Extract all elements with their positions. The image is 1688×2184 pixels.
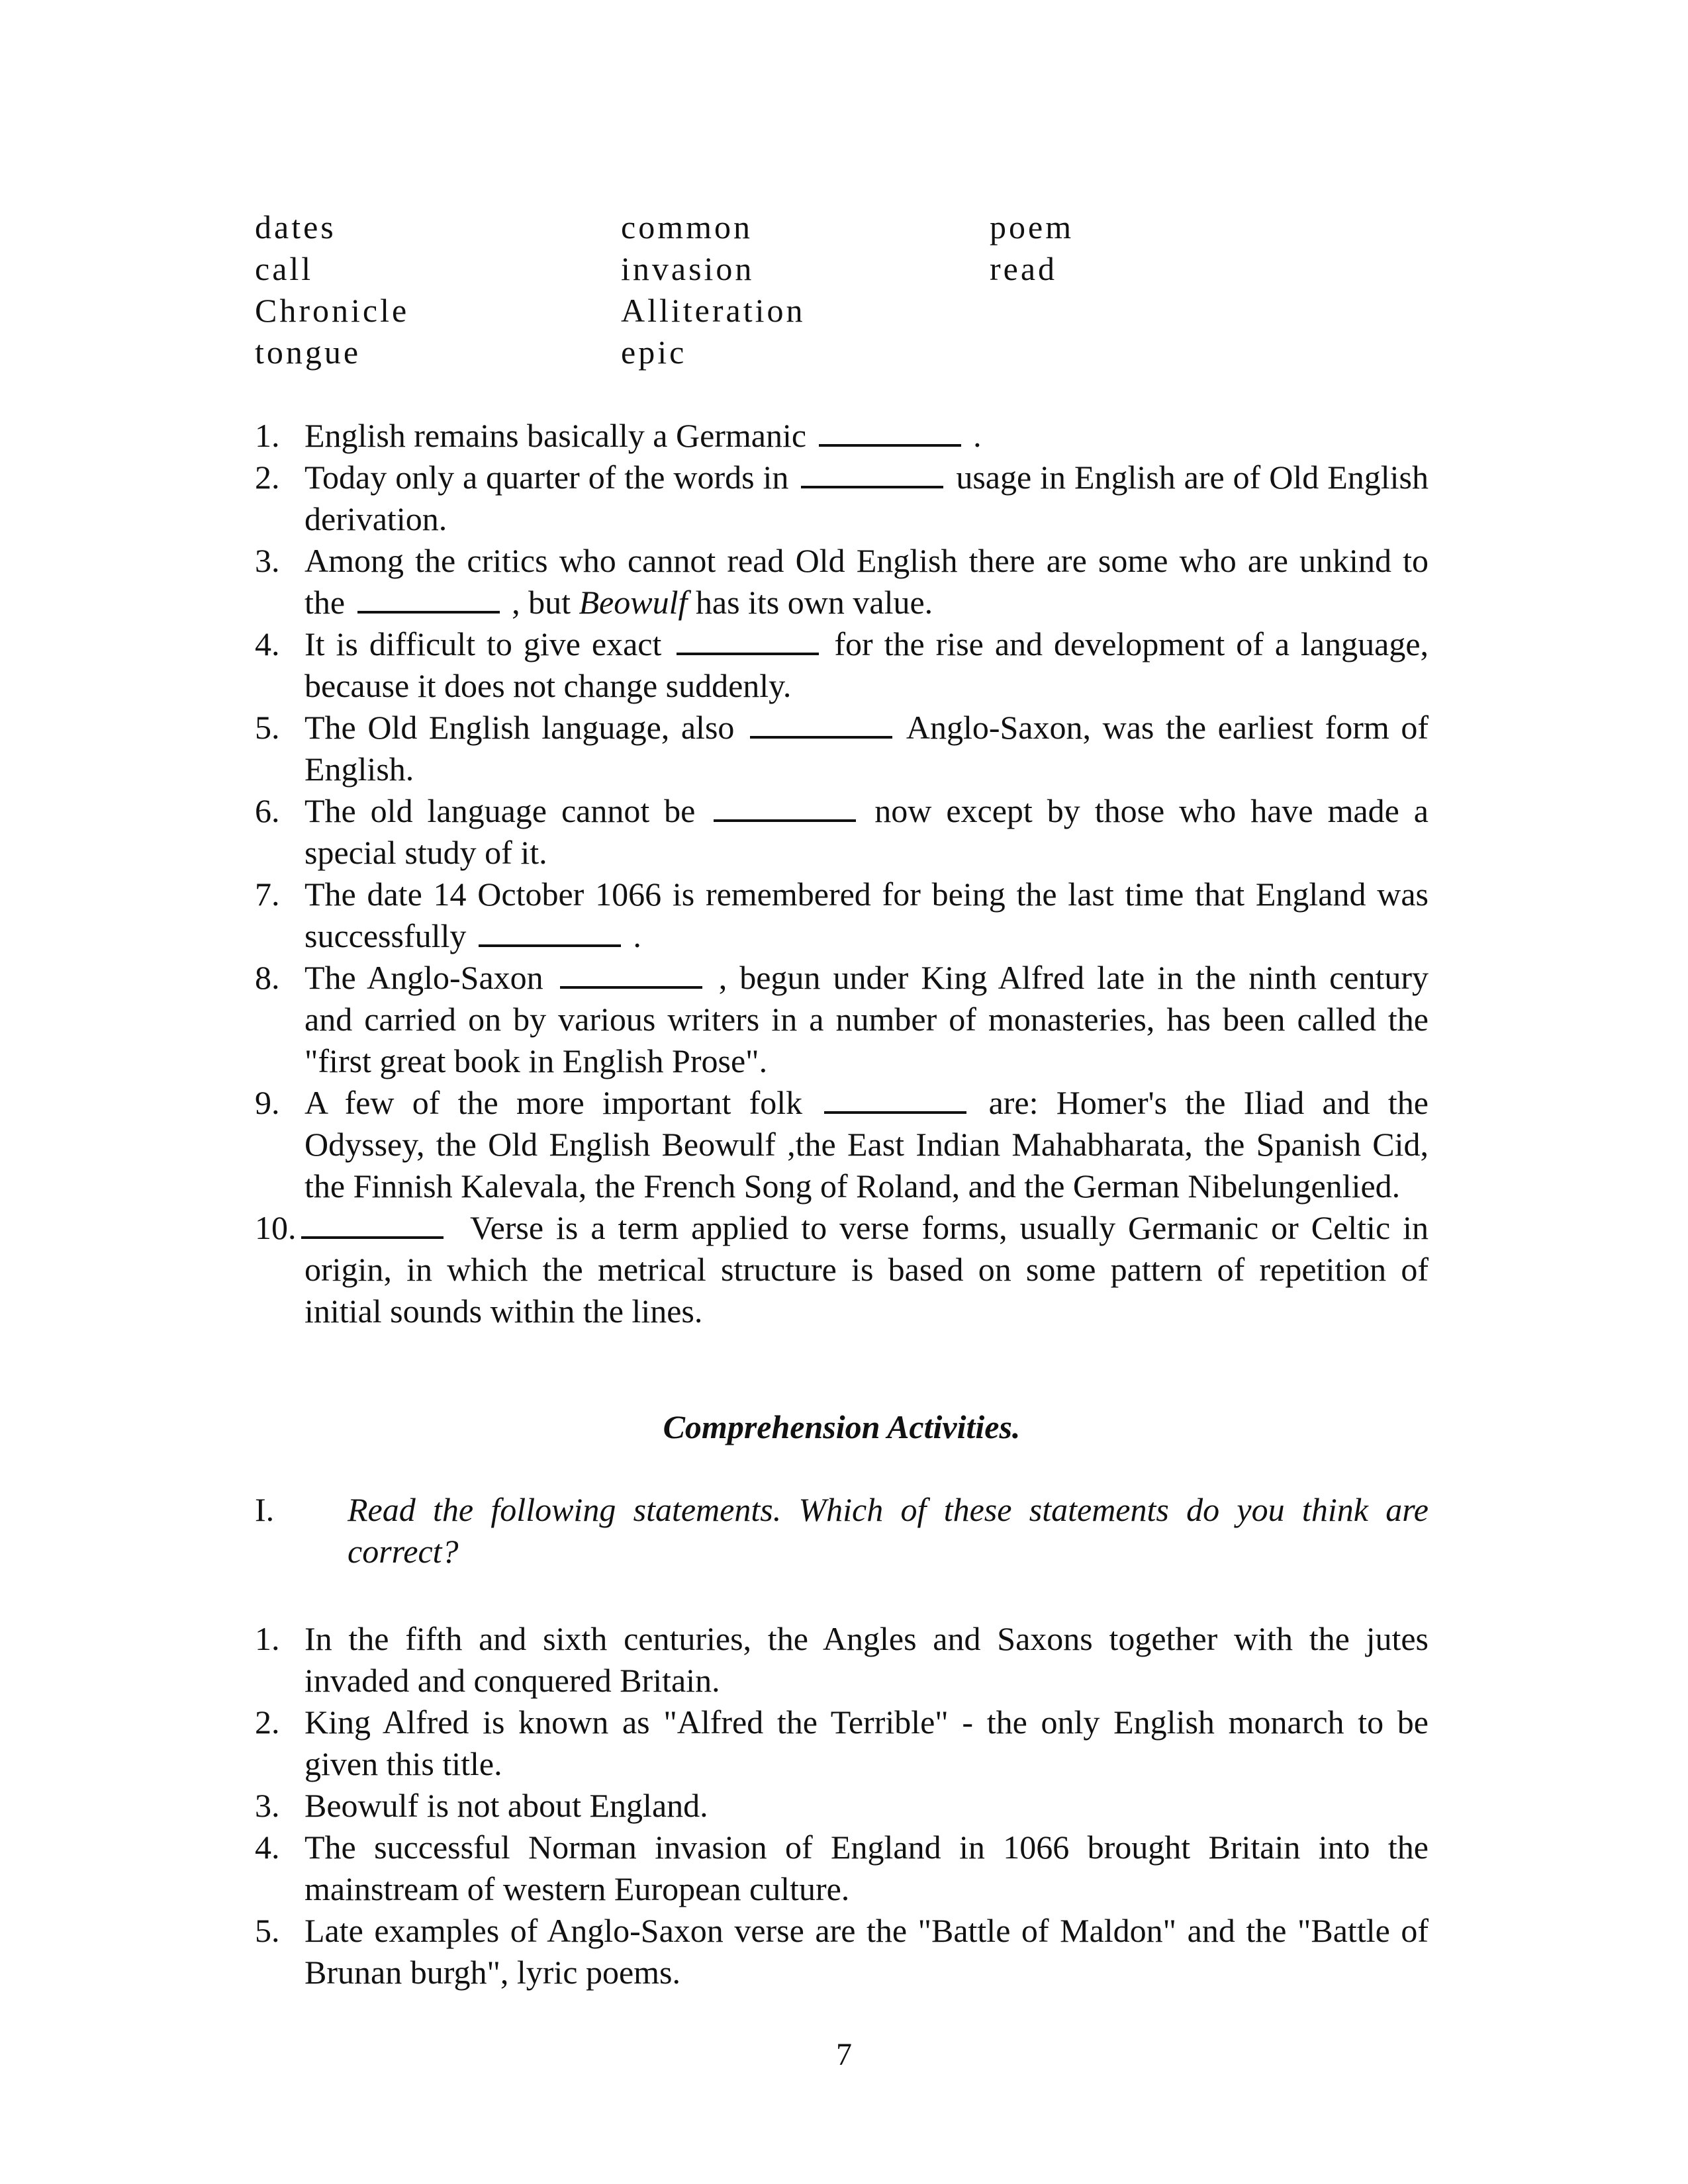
item-text: The Anglo-Saxon	[305, 959, 543, 996]
answer-blank[interactable]	[560, 957, 702, 989]
answer-blank[interactable]	[819, 415, 961, 447]
fill-in-item	[255, 1082, 1429, 1207]
item-text: for the rise and development of a language, because it does not change suddenly.	[305, 625, 1429, 704]
item-text: , begun under King Alfred late in the ninth century and carried on by various writers in a number of monasteries, has been called the "first great book in English Prose".	[305, 959, 1429, 1079]
statement-list	[255, 1618, 1429, 1993]
fill-in-list	[255, 415, 1429, 1332]
item-text: usage in English are of Old English derivation.	[305, 459, 1429, 537]
instruction	[255, 1489, 1429, 1572]
statement-item	[255, 1827, 1429, 1910]
item-number: 2.	[255, 459, 280, 496]
item-italic-title: Beowulf	[579, 584, 688, 621]
item-text: .	[633, 917, 641, 954]
item-text: , but	[512, 584, 571, 621]
item-text: The date 14 October 1066 is remembered for being the last time that England was successfully	[305, 876, 1429, 954]
item-text: Today only a quarter of the words in	[305, 459, 789, 496]
item-text: Verse is a term applied to verse forms, usually Germanic or Celtic in origin, in which the metrical structure is based on some pattern of repetition of initial sounds within the lines.	[305, 1209, 1429, 1330]
word-bank-item: Alliteration	[621, 292, 806, 329]
section-heading: Comprehension Activities.	[663, 1408, 1021, 1445]
statement-item	[255, 1785, 1429, 1827]
statement-text: Beowulf is not about England.	[305, 1787, 708, 1824]
word-bank-item: poem	[990, 208, 1074, 246]
item-number: 8.	[255, 959, 280, 996]
statement-text: In the fifth and sixth centuries, the Angles and Saxons together with the jutes invaded and conquered Britain.	[305, 1620, 1429, 1699]
statement-text: King Alfred is known as "Alfred the Terrible" - the only English monarch to be given this title.	[305, 1704, 1429, 1782]
item-number: 2.	[255, 1704, 280, 1741]
item-text: are: Homer's the Iliad and the Odyssey, the Old English Beowulf ,the East Indian Mahabharata, the Spanish Cid, the Finnish Kalevala, the French Song of Roland, and the German Nibelungenlied.	[305, 1084, 1429, 1205]
answer-blank[interactable]	[357, 582, 500, 614]
word-bank-column	[621, 206, 806, 373]
item-number: 4.	[255, 625, 280, 662]
answer-blank[interactable]	[301, 1207, 444, 1239]
word-bank-item: read	[990, 250, 1058, 287]
fill-in-item	[255, 457, 1429, 540]
word-bank-item: Chronicle	[255, 292, 410, 329]
instruction-text: Read the following statements. Which of these statements do you think are correct?	[348, 1491, 1429, 1570]
fill-in-item	[255, 790, 1429, 874]
answer-blank[interactable]	[824, 1082, 966, 1114]
item-text: The old language cannot be	[305, 792, 696, 829]
fill-in-item	[255, 540, 1429, 623]
answer-blank[interactable]	[677, 623, 819, 655]
item-number: 3.	[255, 1787, 280, 1824]
word-bank-item: epic	[621, 334, 687, 371]
answer-blank[interactable]	[714, 790, 856, 822]
word-bank-column	[990, 206, 1074, 290]
word-bank-item: invasion	[621, 250, 755, 287]
answer-blank[interactable]	[479, 915, 621, 947]
item-number: 7.	[255, 876, 280, 913]
fill-in-item	[255, 1207, 1429, 1332]
statement-text: Late examples of Anglo-Saxon verse are the "Battle of Maldon" and the "Battle of Brunan burgh", lyric poems.	[305, 1912, 1429, 1991]
word-bank-item: common	[621, 208, 753, 246]
instruction-numeral: I.	[255, 1491, 275, 1528]
word-bank-column	[255, 206, 409, 373]
item-number: 6.	[255, 792, 280, 829]
word-bank-item: tongue	[255, 334, 361, 371]
item-text: English remains basically a Germanic	[305, 417, 807, 454]
fill-in-item	[255, 415, 1429, 457]
page-number: 7	[836, 2037, 852, 2072]
item-text: The Old English language, also	[305, 709, 735, 746]
fill-in-item	[255, 707, 1429, 790]
item-text: Anglo-Saxon, was the earliest form of English.	[305, 709, 1429, 788]
answer-blank[interactable]	[801, 457, 943, 488]
item-number: 9.	[255, 1084, 280, 1121]
item-number: 5.	[255, 709, 280, 746]
item-text: .	[973, 417, 982, 454]
item-text: has its own value.	[695, 584, 933, 621]
word-bank-item: call	[255, 250, 314, 287]
statement-item	[255, 1702, 1429, 1785]
statement-text: The successful Norman invasion of England in 1066 brought Britain into the mainstream of western European culture.	[305, 1829, 1429, 1907]
item-text: now except by those who have made a special study of it.	[305, 792, 1429, 871]
fill-in-item	[255, 874, 1429, 957]
item-text: Among the critics who cannot read Old English there are some who are unkind to the	[305, 542, 1429, 621]
item-text: A few of the more important folk	[305, 1084, 803, 1121]
statement-item	[255, 1618, 1429, 1702]
item-text: It is difficult to give exact	[305, 625, 662, 662]
item-number: 5.	[255, 1912, 280, 1949]
statement-item	[255, 1910, 1429, 1993]
fill-in-item	[255, 623, 1429, 707]
item-number: 1.	[255, 417, 280, 454]
item-number: 3.	[255, 542, 280, 579]
item-number: 4.	[255, 1829, 280, 1866]
fill-in-item	[255, 957, 1429, 1082]
item-number: 10.	[255, 1209, 297, 1246]
item-number: 1.	[255, 1620, 280, 1657]
word-bank-item: dates	[255, 208, 336, 246]
answer-blank[interactable]	[750, 707, 892, 739]
